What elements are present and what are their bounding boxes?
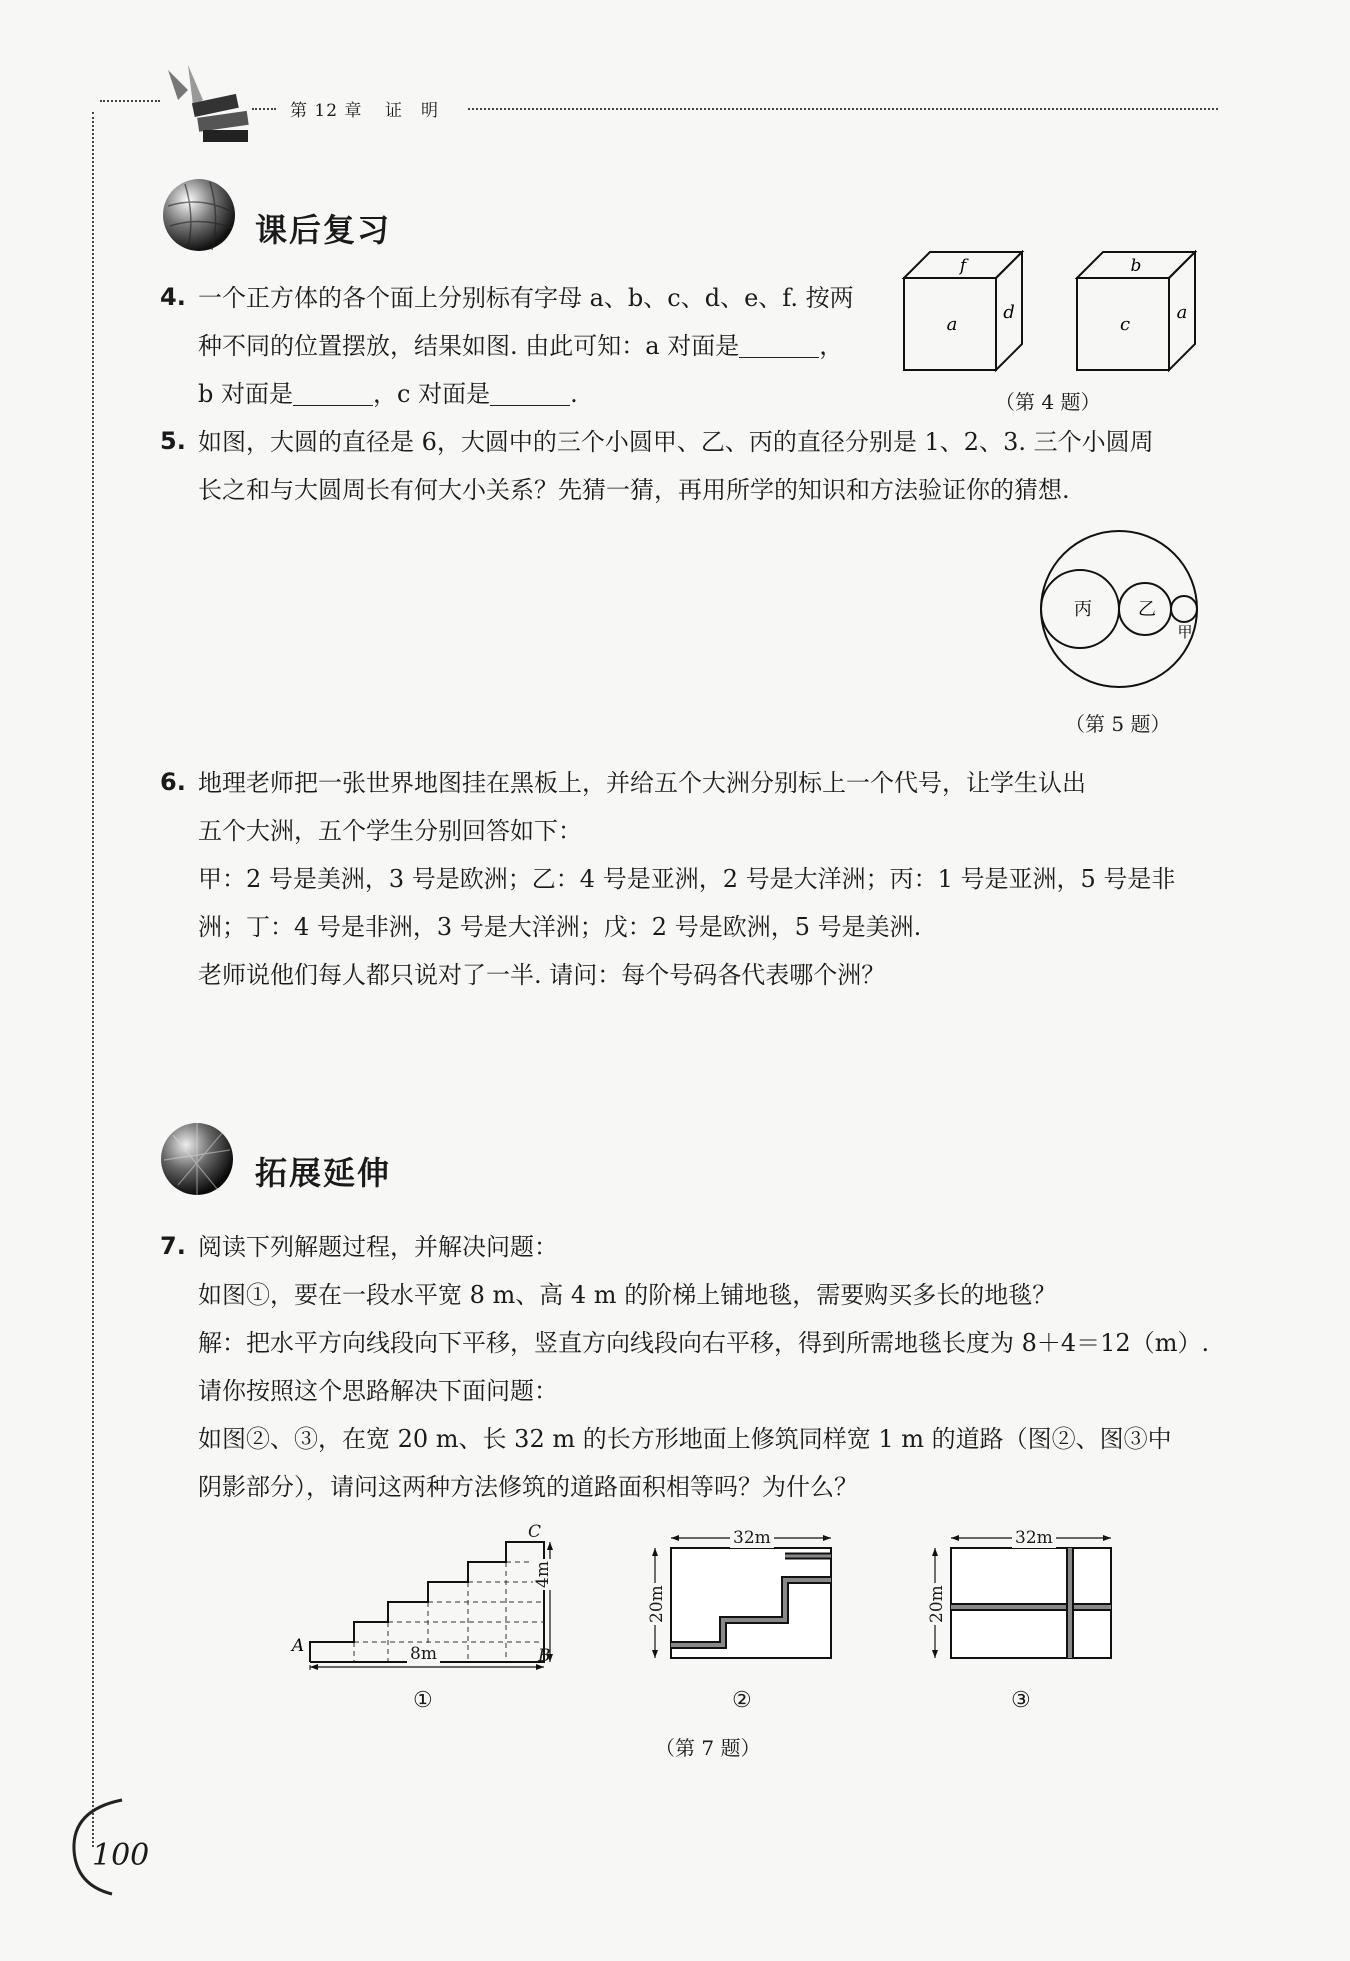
fig1-corner-C: C (528, 1522, 542, 1542)
answer-blank-b[interactable] (293, 381, 373, 406)
question-6-line3: 甲：2 号是美洲，3 号是欧洲；乙：4 号是亚洲，2 号是大洋洲；丙：1 号是亚洲，5 号是非 (198, 865, 1176, 893)
fig1-corner-B: B (538, 1646, 551, 1666)
question-5-line1: 如图，大圆的直径是 6，大圆中的三个小圆甲、乙、丙的直径分别是 1、2、3. 三个小圆周 (198, 428, 1154, 456)
question-4-line3-end: . (570, 380, 578, 408)
question-4-line3 (198, 370, 578, 418)
cube1-side-label: d (1003, 302, 1015, 323)
circle-label-bing: 丙 (1074, 599, 1092, 620)
fig1-width-label: 8m (407, 1644, 440, 1664)
cube2-front-label: c (1119, 314, 1131, 335)
question-4-line2-text: 种不同的位置摆放，结果如图. 由此可知：a 对面是 (198, 332, 740, 360)
globe-icon (160, 176, 238, 254)
header-logo-icon (148, 60, 258, 150)
header-title: 证 明 (385, 101, 439, 121)
globe-icon-2 (158, 1120, 236, 1198)
question-6-line4: 洲；丁：4 号是非洲，3 号是大洋洲；戊：2 号是欧洲，5 号是美洲. (198, 913, 922, 941)
question-7-line6: 阴影部分），请问这两种方法修筑的道路面积相等吗？为什么？ (198, 1473, 858, 1501)
cube2-top-label: b (1130, 256, 1142, 276)
cube1-front-label: a (946, 314, 958, 335)
answer-blank-a[interactable] (739, 333, 819, 358)
question-5-number: 5. (160, 427, 186, 455)
header-dotted-line-right (468, 108, 1218, 110)
fig3-height-label: 20m (927, 1585, 947, 1623)
cube1-top-label: f (959, 256, 967, 276)
circles-figure (1035, 525, 1205, 695)
header-dotted-line-mid (252, 108, 276, 110)
fig3-number: ③ (1011, 1688, 1031, 1713)
question-4-line1: 一个正方体的各个面上分别标有字母 a、b、c、d、e、f. 按两 (198, 284, 854, 312)
question-7-line3: 解：把水平方向线段向下平移，竖直方向线段向右平移，得到所需地毯长度为 8＋4＝12（m）. (198, 1329, 1210, 1357)
question-6-number: 6. (160, 768, 186, 796)
question-6-line5: 老师说他们每人都只说对了一半. 请问：每个号码各代表哪个洲？ (198, 961, 886, 989)
question-5-caption: （第 5 题） (1065, 712, 1171, 736)
question-6-line2: 五个大洲，五个学生分别回答如下： (198, 817, 582, 845)
margin-dotted-line (92, 112, 94, 1847)
question-4-line2-punct: ， (819, 332, 844, 360)
header-chapter: 第 12 章 (290, 101, 363, 121)
section-title-review: 课后复习 (255, 211, 392, 249)
question-7-caption: （第 7 题） (655, 1736, 761, 1760)
question-7-line4: 请你按照这个思路解决下面问题： (198, 1377, 558, 1405)
fig2-number: ② (732, 1688, 752, 1713)
question-4-line3-text-a: b 对面是 (198, 380, 293, 408)
question-6-line1: 地理老师把一张世界地图挂在黑板上，并给五个大洲分别标上一个代号，让学生认出 (198, 769, 1086, 797)
question-7-line1: 阅读下列解题过程，并解决问题： (198, 1233, 558, 1261)
question-7-line2: 如图①，要在一段水平宽 8 m、高 4 m 的阶梯上铺地毯，需要购买多长的地毯？ (198, 1281, 1057, 1309)
answer-blank-c[interactable] (490, 381, 570, 406)
circle-label-yi: 乙 (1138, 599, 1156, 620)
fig1-number: ① (413, 1688, 433, 1713)
section-title-extension: 拓展延伸 (255, 1154, 392, 1192)
fig1-height-label: 4m (533, 1561, 553, 1588)
fig1-label-A: A (291, 1636, 305, 1656)
question-7-line5: 如图②、③，在宽 20 m、长 32 m 的长方形地面上修筑同样宽 1 m 的道路（图②、图③中 (198, 1425, 1172, 1453)
road-figure-3 (925, 1532, 1125, 1667)
cube-figure-1 (900, 248, 1030, 373)
question-4-line3-text-c: ，c 对面是 (373, 380, 491, 408)
question-4-caption: （第 4 题） (995, 390, 1101, 414)
question-7-number: 7. (160, 1232, 186, 1260)
circle-label-jia: 甲 (1177, 623, 1193, 641)
fig3-width-label: 32m (1012, 1528, 1056, 1548)
page-number: 100 (92, 1838, 150, 1873)
fig2-width-label: 32m (730, 1528, 774, 1548)
cube-figure-2 (1073, 248, 1203, 373)
question-5-line2: 长之和与大圆周长有何大小关系？先猜一猜，再用所学的知识和方法验证你的猜想. (198, 476, 1070, 504)
cube2-side-label: a (1176, 302, 1188, 323)
question-4-number: 4. (160, 283, 186, 311)
fig2-height-label: 20m (647, 1585, 667, 1623)
road-figure-2 (645, 1532, 845, 1667)
question-4-line2 (198, 322, 843, 370)
